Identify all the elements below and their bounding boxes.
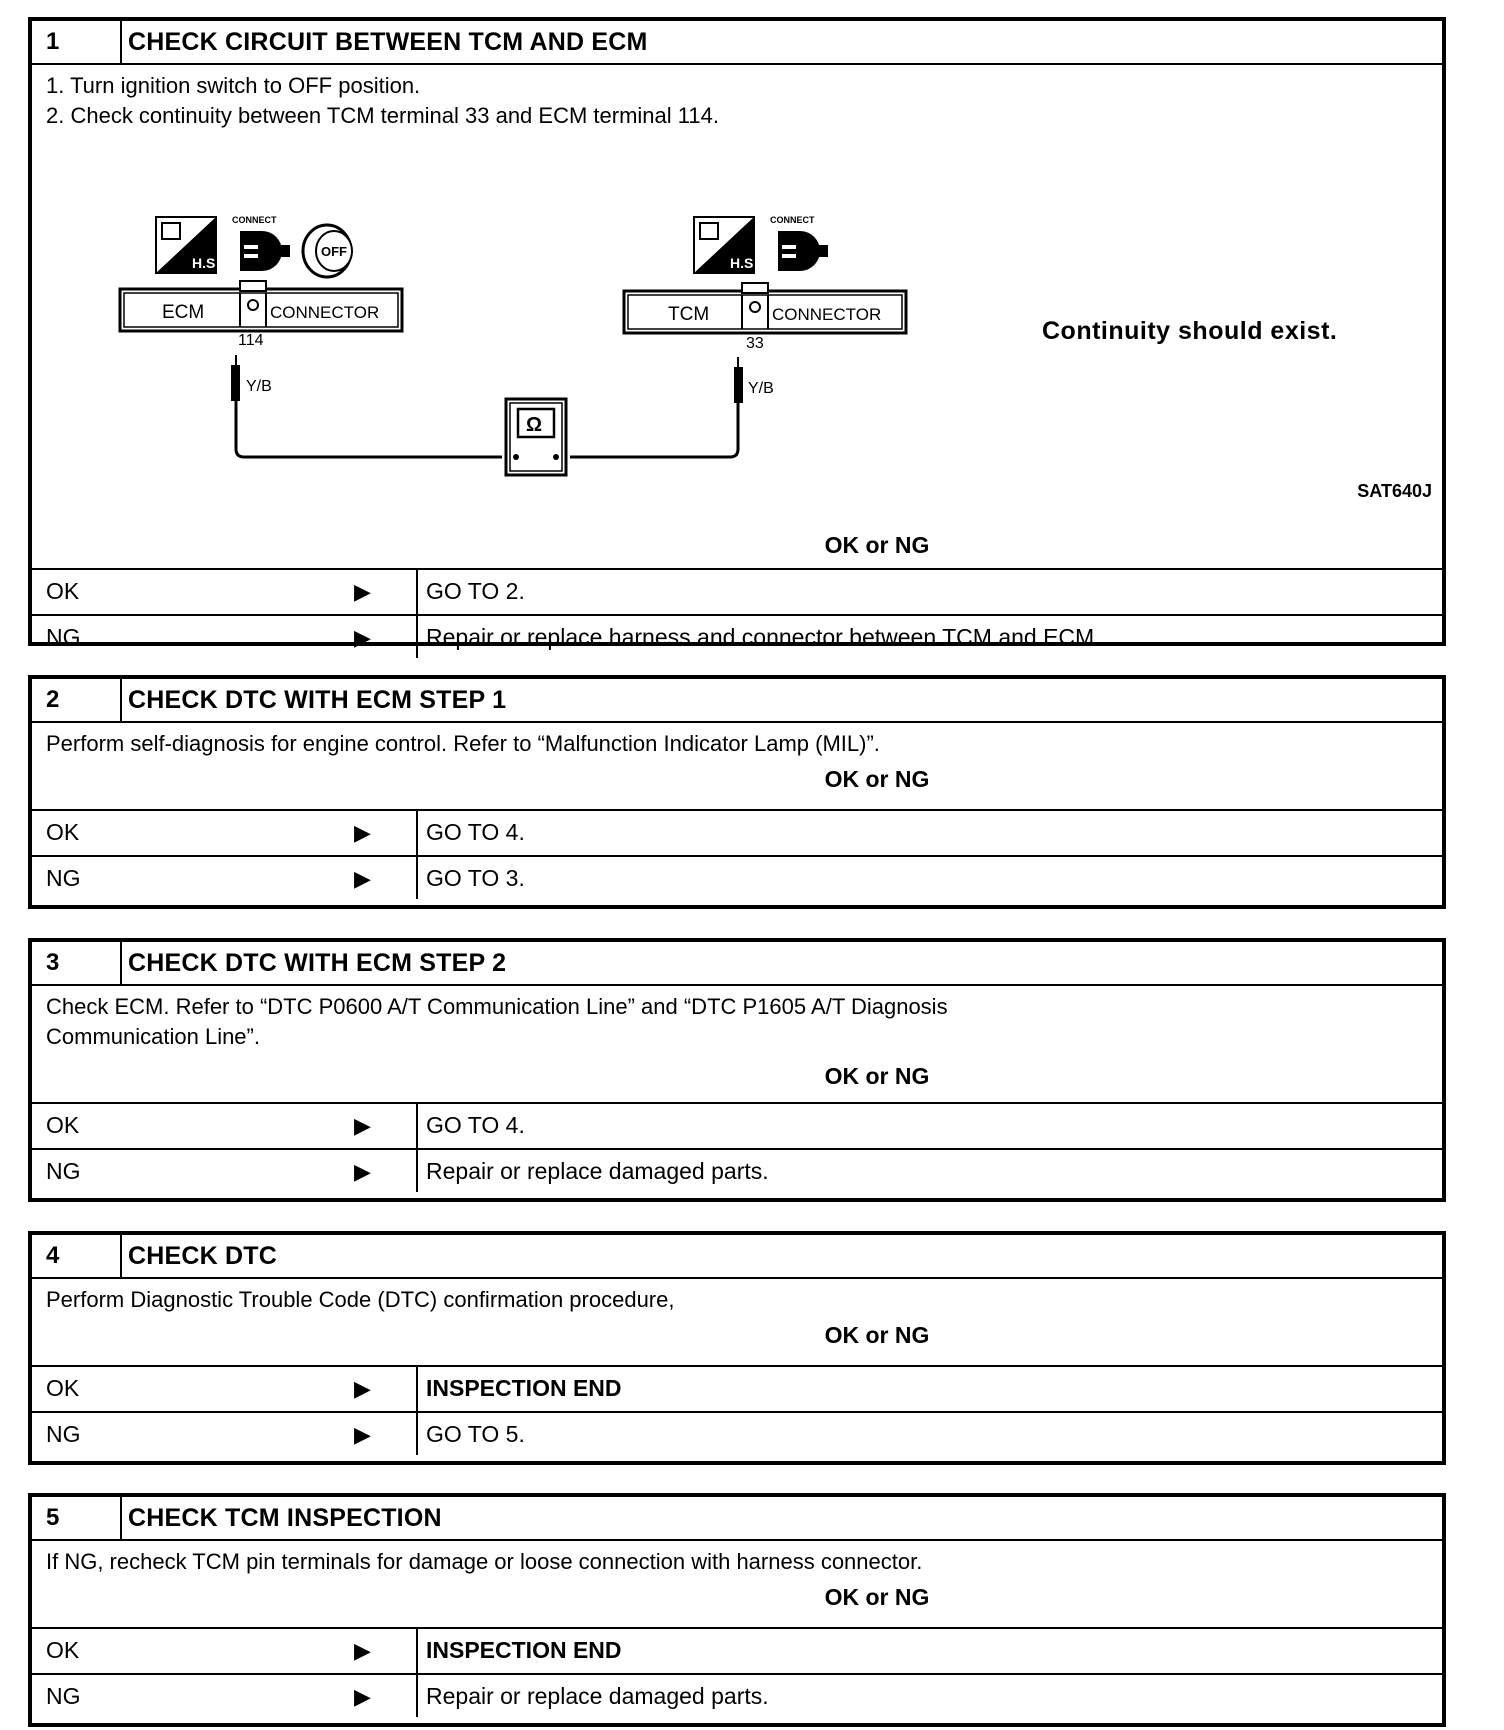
- arrow-right-icon: ▶: [354, 1376, 371, 1401]
- ng-row: [32, 1411, 1442, 1455]
- step-2: [28, 675, 1446, 909]
- step-number: 4: [32, 1235, 122, 1277]
- step-number: 5: [32, 1497, 122, 1539]
- ok-label: OK: [46, 1375, 80, 1401]
- off-label: OFF: [321, 244, 347, 259]
- instruction-line: Perform Diagnostic Trouble Code (DTC) confirmation procedure,: [46, 1287, 675, 1312]
- ok-row: [32, 1104, 1442, 1148]
- test-leads: [231, 355, 743, 457]
- instruction-line: Perform self-diagnosis for engine control. Refer to “Malfunction Indicator Lamp (MIL)”.: [46, 731, 880, 756]
- ok-action: GO TO 4.: [426, 1112, 525, 1138]
- continuity-result: Continuity should exist.: [1042, 317, 1338, 345]
- connect-label: CONNECT: [232, 215, 277, 225]
- step-5-body: [32, 1541, 1442, 1629]
- ng-action: Repair or replace damaged parts.: [426, 1683, 769, 1709]
- ecm-terminal: 114: [238, 332, 264, 349]
- arrow-right-icon: ▶: [354, 1684, 371, 1709]
- arrow-right-icon: ▶: [354, 1638, 371, 1663]
- ng-row: [32, 1148, 1442, 1192]
- ecm-label: ECM: [162, 302, 205, 323]
- ok-or-ng-label: OK or NG: [824, 1584, 930, 1610]
- tcm-connector-label: CONNECTOR: [772, 305, 882, 324]
- step-number: 2: [32, 679, 122, 721]
- step-title: CHECK DTC: [128, 1242, 278, 1270]
- ng-action: GO TO 5.: [426, 1421, 525, 1447]
- tcm-terminal: 33: [746, 335, 764, 352]
- step-3-header: [32, 942, 1442, 986]
- step-4-header: [32, 1235, 1442, 1279]
- step-title: CHECK TCM INSPECTION: [128, 1504, 442, 1532]
- step-number: 3: [32, 942, 122, 984]
- ng-row: [32, 855, 1442, 899]
- step-4: [28, 1231, 1446, 1465]
- instruction-line: 2. Check continuity between TCM terminal 33 and ECM terminal 114.: [46, 103, 719, 128]
- ok-row: [32, 570, 1442, 614]
- ng-row: [32, 614, 1442, 658]
- ok-action: INSPECTION END: [426, 1375, 622, 1401]
- ng-action: GO TO 3.: [426, 865, 525, 891]
- ok-or-ng-label: OK or NG: [824, 532, 930, 558]
- ok-row: [32, 811, 1442, 855]
- ng-action: Repair or replace damaged parts.: [426, 1158, 769, 1184]
- step-5-header: [32, 1497, 1442, 1541]
- arrow-right-icon: ▶: [354, 579, 371, 604]
- step-2-body: [32, 723, 1442, 811]
- ecm-connector: [120, 281, 402, 331]
- right-wire-color: Y/B: [748, 380, 774, 397]
- instruction-line: Communication Line”.: [46, 1024, 260, 1049]
- step-5: [28, 1493, 1446, 1727]
- arrow-right-icon: ▶: [354, 1113, 371, 1138]
- tcm-label: TCM: [668, 304, 710, 325]
- tcm-connector: [624, 283, 906, 333]
- ng-label: NG: [46, 1158, 81, 1184]
- ok-label: OK: [46, 1112, 80, 1138]
- step-title: CHECK CIRCUIT BETWEEN TCM AND ECM: [128, 28, 648, 56]
- step-title: CHECK DTC WITH ECM STEP 1: [128, 686, 507, 714]
- ng-label: NG: [46, 624, 81, 650]
- ok-action: GO TO 4.: [426, 819, 525, 845]
- step-1: [28, 17, 1446, 650]
- connect-label: CONNECT: [770, 215, 815, 225]
- hs-label: H.S: [192, 255, 216, 271]
- harness-side-icon: [694, 217, 754, 273]
- ok-or-ng-label: OK or NG: [824, 1063, 930, 1089]
- arrow-right-icon: ▶: [354, 866, 371, 891]
- harness-side-icon: [156, 217, 216, 273]
- ecm-connector-label: CONNECTOR: [270, 303, 380, 322]
- step-number: 1: [32, 21, 122, 63]
- hs-label: H.S: [730, 255, 754, 271]
- ok-row: [32, 1629, 1442, 1673]
- step-1-body: [32, 65, 1442, 570]
- step-title: CHECK DTC WITH ECM STEP 2: [128, 949, 507, 977]
- step-3-body: [32, 986, 1442, 1104]
- instruction-line: 1. Turn ignition switch to OFF position.: [46, 73, 421, 98]
- ng-action: Repair or replace harness and connector between TCM and ECM.: [426, 624, 1101, 650]
- ng-label: NG: [46, 1421, 81, 1447]
- connect-icon: [232, 215, 290, 271]
- ohm-symbol: Ω: [526, 414, 543, 436]
- ok-label: OK: [46, 1637, 80, 1663]
- step-3: [28, 938, 1446, 1202]
- arrow-right-icon: ▶: [354, 1159, 371, 1184]
- connect-icon: [770, 215, 828, 271]
- arrow-right-icon: ▶: [354, 1422, 371, 1447]
- ng-label: NG: [46, 865, 81, 891]
- ignition-off-icon: [303, 225, 352, 277]
- ok-row: [32, 1367, 1442, 1411]
- ok-label: OK: [46, 578, 80, 604]
- arrow-right-icon: ▶: [354, 820, 371, 845]
- ok-or-ng-label: OK or NG: [824, 766, 930, 792]
- ok-or-ng-label: OK or NG: [824, 1322, 930, 1348]
- step-1-header: [32, 21, 1442, 65]
- figure-id: SAT640J: [1357, 481, 1432, 501]
- instruction-line: If NG, recheck TCM pin terminals for damage or loose connection with harness connector.: [46, 1549, 923, 1574]
- ok-label: OK: [46, 819, 80, 845]
- ng-row: [32, 1673, 1442, 1717]
- ng-label: NG: [46, 1683, 81, 1709]
- step-4-body: [32, 1279, 1442, 1367]
- step-2-header: [32, 679, 1442, 723]
- arrow-right-icon: ▶: [354, 625, 371, 650]
- ok-action: GO TO 2.: [426, 578, 525, 604]
- left-wire-color: Y/B: [246, 378, 272, 395]
- ok-action: INSPECTION END: [426, 1637, 622, 1663]
- ohmmeter-icon: [506, 399, 566, 475]
- instruction-line: Check ECM. Refer to “DTC P0600 A/T Communication Line” and “DTC P1605 A/T Diagnosis: [46, 994, 948, 1019]
